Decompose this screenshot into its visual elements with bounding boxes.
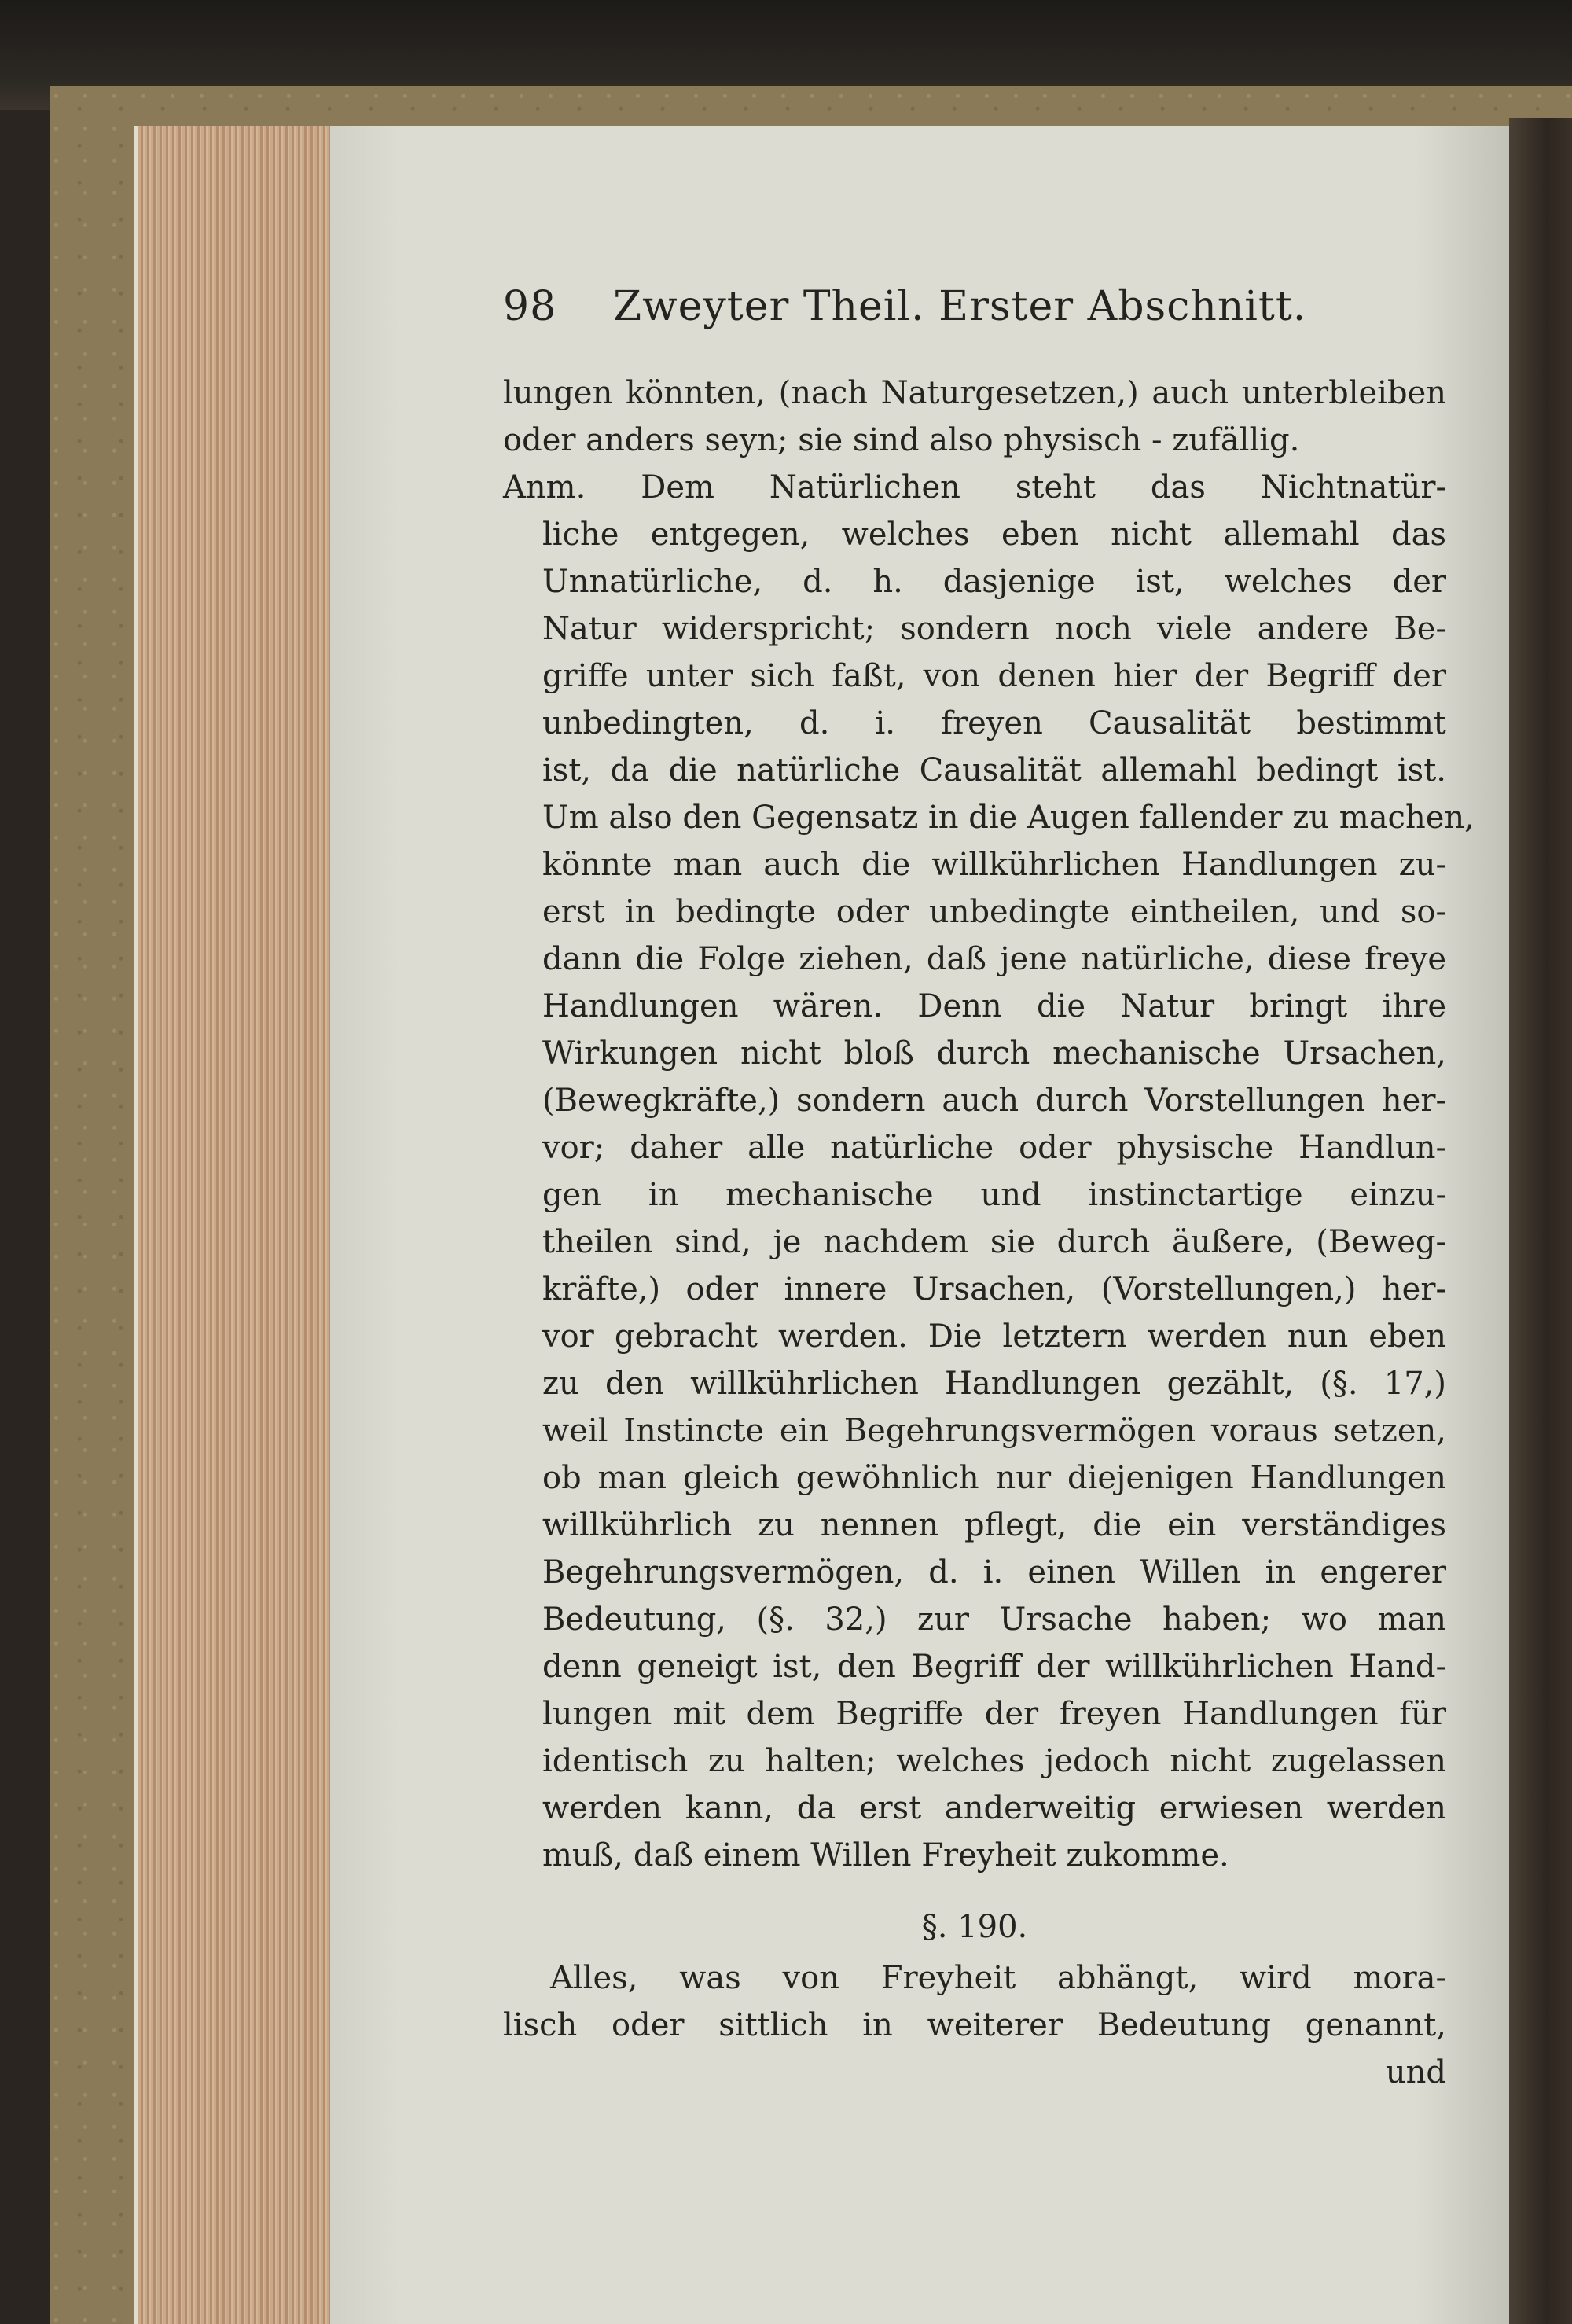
annotation-line: könnte man auch die willkührlichen Handlungen zu-: [542, 847, 1446, 883]
annotation-line: unbedingten, d. i. freyen Causalität bestimmt: [542, 705, 1446, 741]
annotation-line: vor gebracht werden. Die letztern werden nun eben: [542, 1318, 1446, 1355]
annotation-line: gen in mechanische und instinctartige einzu-: [542, 1177, 1446, 1213]
annotation-line: Handlungen wären. Denn die Natur bringt ihre: [542, 988, 1446, 1024]
running-title: Zweyter Theil. Erster Abschnitt.: [613, 283, 1307, 330]
annotation-line: Um also den Gegensatz in die Augen fallender zu machen,: [542, 800, 1475, 836]
text-line: oder anders seyn; sie sind also physisch - zufällig.: [503, 422, 1300, 458]
annotation-line: denn geneigt ist, den Begriff der willkührlichen Hand-: [542, 1649, 1446, 1685]
section-paragraph: [503, 1954, 1446, 2096]
annotation-line: Natur widerspricht; sondern noch viele andere Be-: [542, 611, 1446, 647]
page-text: [503, 283, 1475, 2096]
annotation-line: Wirkungen nicht bloß durch mechanische Ursachen,: [542, 1035, 1446, 1072]
annotation-line: griffe unter sich faßt, von denen hier der Begriff der: [542, 658, 1446, 694]
annotation-line: Bedeutung, (§. 32,) zur Ursache haben; wo man: [542, 1601, 1446, 1638]
annotation-line: theilen sind, je nachdem sie durch äußere, (Beweg-: [542, 1224, 1446, 1260]
page-edges: [134, 126, 335, 2324]
annotation-line: ob man gleich gewöhnlich nur diejenigen Handlungen: [542, 1460, 1446, 1496]
annotation-line: liche entgegen, welches eben nicht allemahl das: [542, 517, 1446, 553]
annotation-line: (Bewegkräfte,) sondern auch durch Vorstellungen her-: [542, 1083, 1446, 1119]
annotation-line: Anm. Dem Natürlichen steht das Nichtnatür-: [503, 469, 1446, 506]
text-line: Alles, was von Freyheit abhängt, wird mora-: [550, 1960, 1446, 1996]
annotation-line: erst in bedingte oder unbedingte eintheilen, und so-: [542, 894, 1446, 930]
text-line: lisch oder sittlich in weiterer Bedeutung genannt,: [503, 2007, 1446, 2043]
annotation-line: identisch zu halten; welches jedoch nicht zugelassen: [542, 1743, 1446, 1779]
annotation: [503, 464, 1475, 1879]
annotation-line: willkührlich zu nennen pflegt, die ein verständiges: [542, 1507, 1446, 1543]
running-header: [503, 283, 1446, 370]
annotation-line: dann die Folge ziehen, daß jene natürliche, diese freye: [542, 941, 1446, 977]
annotation-line: lungen mit dem Begriffe der freyen Handlungen für: [542, 1696, 1446, 1732]
spacer: [503, 1879, 1446, 1899]
annotation-line: zu den willkührlichen Handlungen gezählt, (§. 17,): [542, 1366, 1446, 1402]
opening-paragraph: [503, 370, 1446, 464]
annotation-line: werden kann, da erst anderweitig erwiesen werden: [542, 1790, 1446, 1826]
page-number: 98: [503, 283, 557, 330]
catchword: und: [1385, 2054, 1446, 2090]
annotation-line: vor; daher alle natürliche oder physische Handlun-: [542, 1130, 1446, 1166]
section-heading: §. 190.: [921, 1909, 1028, 1945]
annotation-line: weil Instincte ein Begehrungsvermögen voraus setzen,: [542, 1413, 1446, 1449]
text-line: lungen könnten, (nach Naturgesetzen,) auch unterbleiben: [503, 375, 1446, 411]
annotation-line: muß, daß einem Willen Freyheit zukomme.: [542, 1837, 1229, 1874]
annotation-line: Begehrungsvermögen, d. i. einen Willen in engerer: [542, 1554, 1446, 1590]
annotation-line: Unnatürliche, d. h. dasjenige ist, welches der: [542, 564, 1446, 600]
annotation-line: kräfte,) oder innere Ursachen, (Vorstellungen,) her-: [542, 1271, 1446, 1307]
gutter-shadow: [1509, 118, 1572, 2324]
annotation-line: ist, da die natürliche Causalität allemahl bedingt ist.: [542, 752, 1446, 789]
